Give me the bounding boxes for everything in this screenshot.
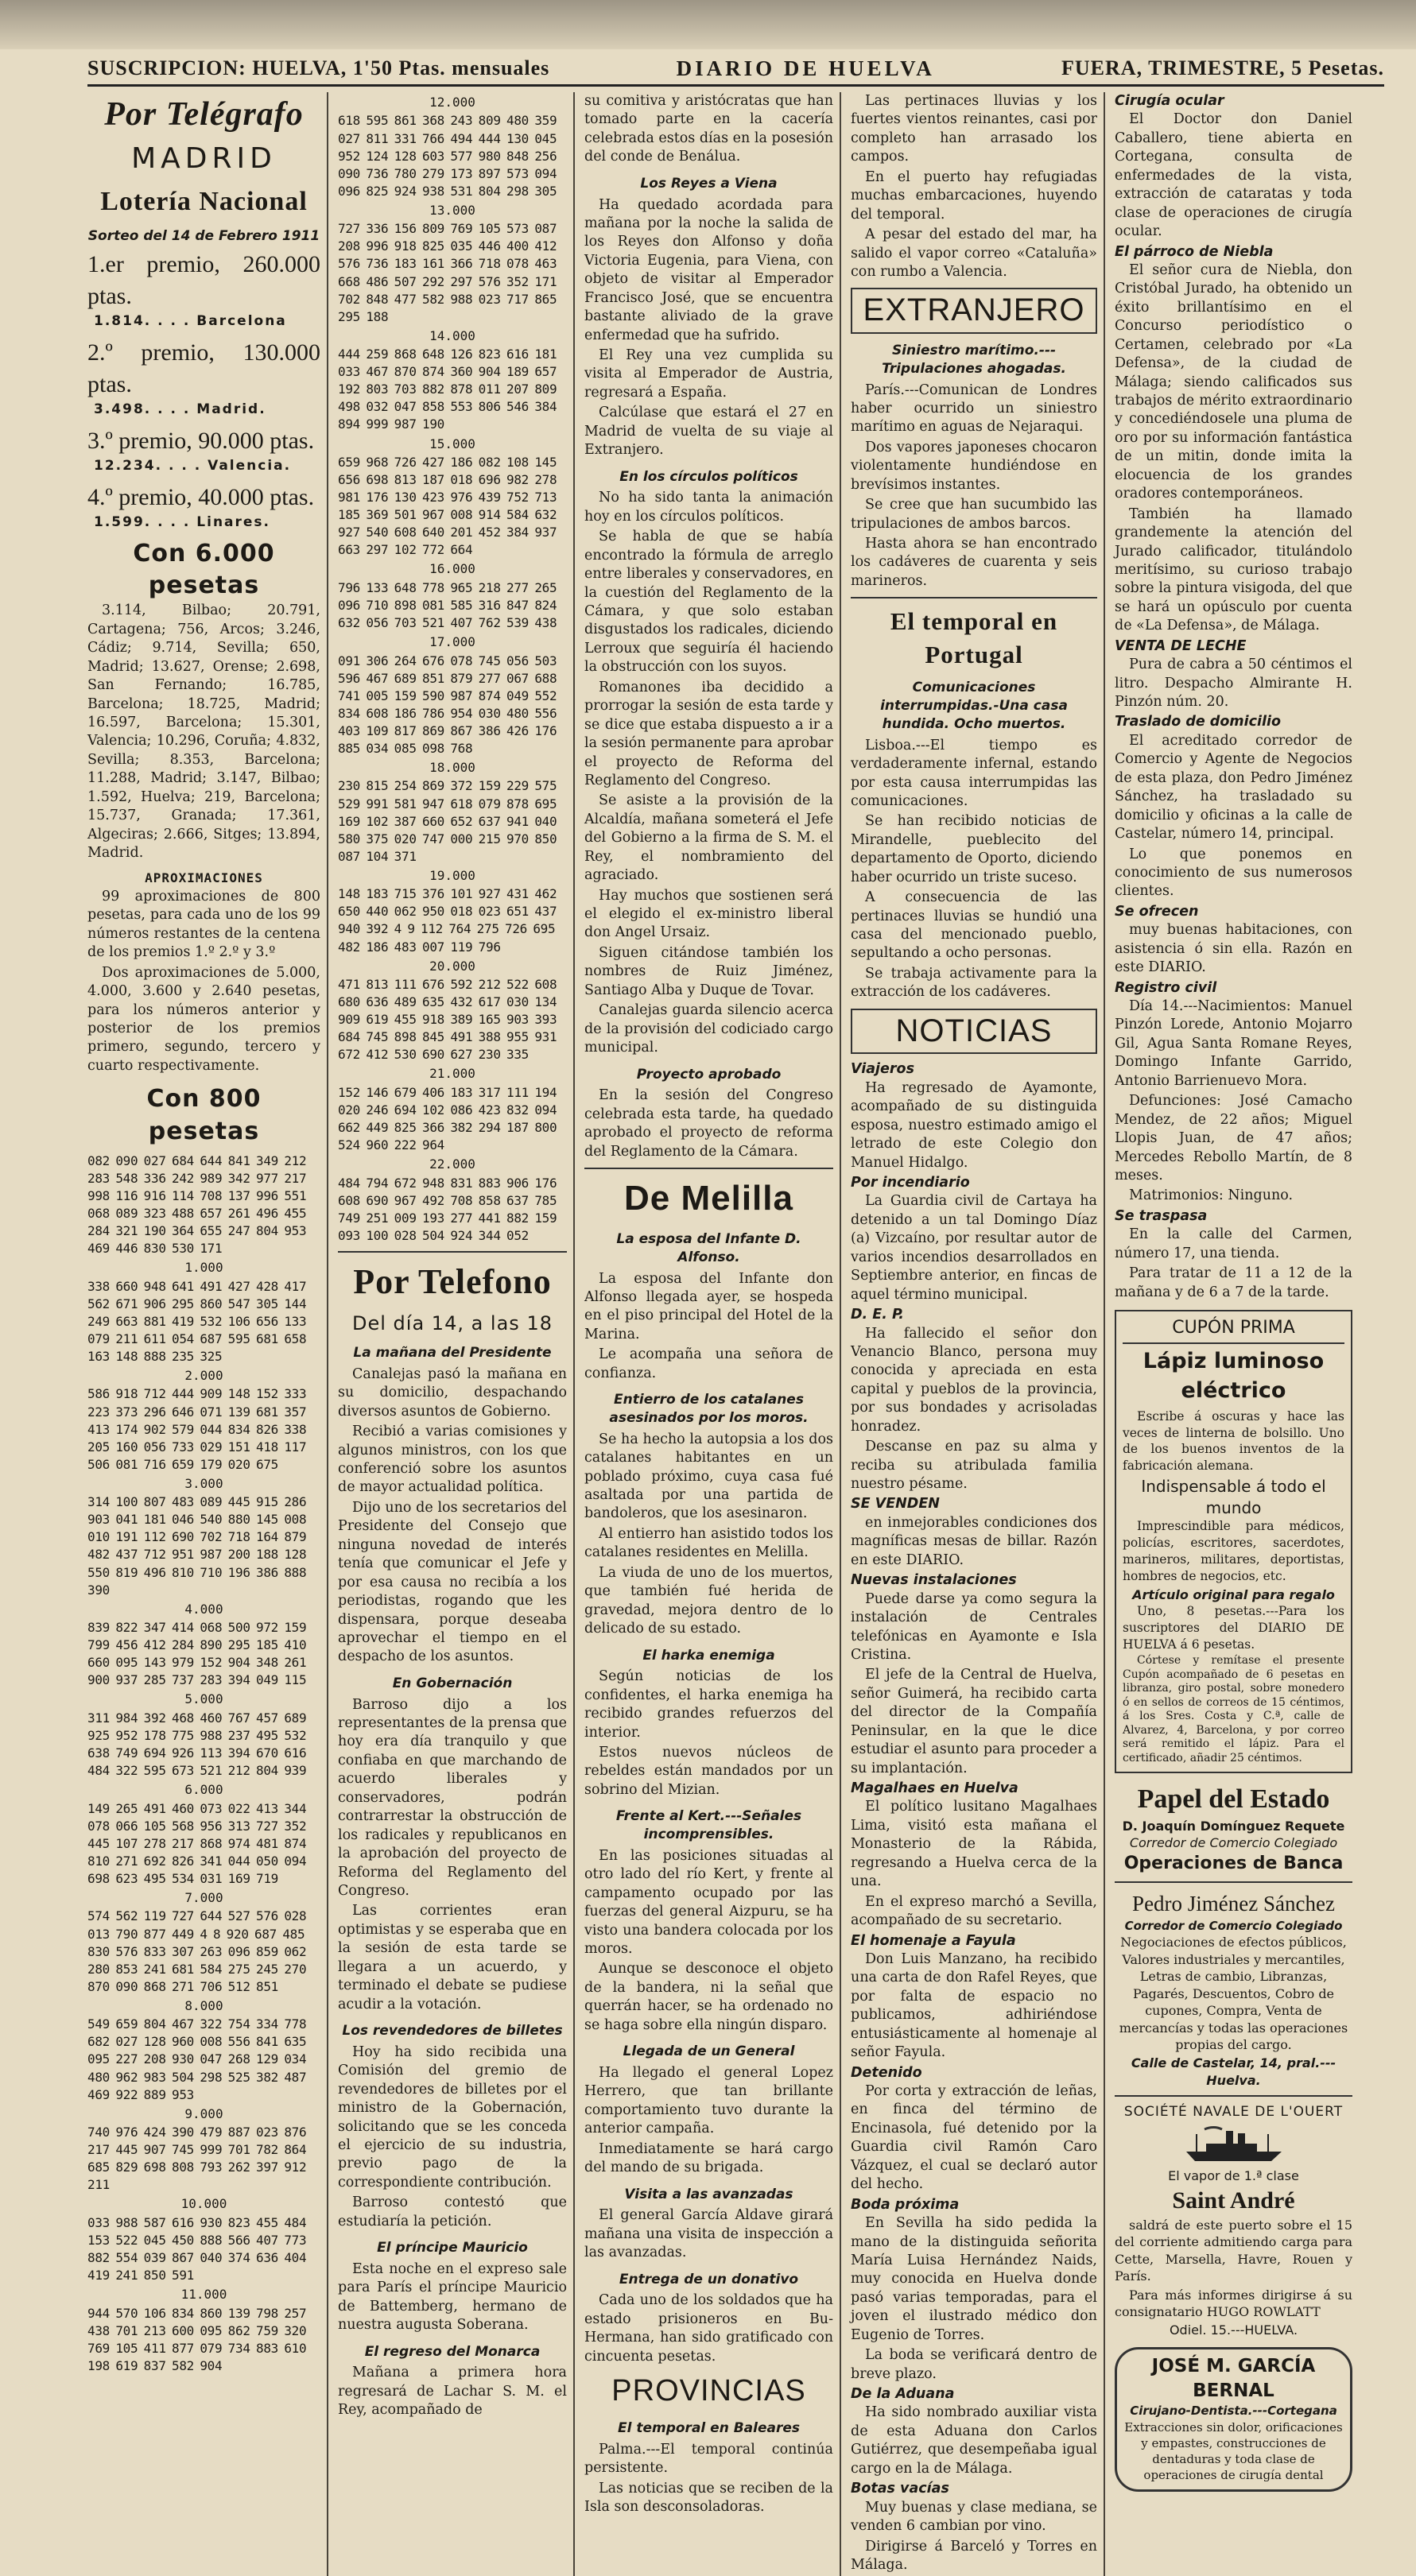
text-c2-9: Mañana a primera hora regresará de Lachar S. M. el Rey, acompañado de: [338, 2365, 567, 2419]
text-c5-6: Día 14.---Nacimientos: Manuel Pinzón Lorede, Antonio Mojarro Gil, Agua Santa Romane Reyes, Domingo Infante Garrido, Antonio Barrienuevo Mora.: [1115, 998, 1352, 1089]
heading-800: Con 800 pesetas: [146, 1085, 262, 1145]
ad-gb-1: Cirujano-Dentista.---Cortegana: [1130, 2404, 1337, 2419]
heading-proyecto-aprobado: Proyecto aprobado: [636, 1066, 782, 1083]
text-c4-n7: Don Luis Manzano, ha recibido una carta de don Rafel Reyes, que por falta de espacio no publicamos, adhiriéndose entusiásticamente al homenaje al señor Fayula.: [851, 1950, 1097, 2061]
text-c4-n6: El político lusitano Magalhaes Lima, visitó esta mañana el Monasterio de la Rábida, regresando a Huelva cerca de la una.: [851, 1799, 1097, 1890]
ad-sn-1: El vapor de 1.ª clase: [1168, 2168, 1299, 2184]
heading-homenaje: El homenaje a Fayula: [851, 1932, 1016, 1949]
text-c2-2: Recibió a varias comisiones y algunos ministros, con los que conferenció sobre los asuntos de mayor actualidad política.: [338, 1424, 567, 1496]
text-c3-26: Palma.---El temporal continúa persistente.: [584, 2441, 833, 2477]
heading-incendiario: Por incendiario: [851, 1175, 970, 1191]
text-c4-n9b: La boda se verificará dentro de breve plazo.: [851, 2347, 1097, 2382]
numbers-block-19000: 148 183 715 376 101 927 431 462 650 440 062 950 018 023 651 437 940 392 4 9 112 764 275 726 695 482 186 483 007 119 796: [338, 886, 557, 955]
thousand-21000: 21.000: [429, 1066, 475, 1082]
text-c4-2: En el puerto hay refugiadas muchas embarcaciones, huyendo del temporal.: [851, 169, 1097, 223]
steamship-icon: [1182, 2126, 1286, 2163]
numbers-block-0: 082 090 027 684 644 841 349 212 283 548 336 242 989 342 977 217 998 116 916 114 708 137 996 551 068 089 323 488 657 261 496 455 284 321 190 364 655 247 804 953 469 446 830 530 171: [87, 1152, 307, 1257]
text-c3-25: Cada uno de los soldados que ha estado prisioneros en Bu-Hermana, han sido gratificado con cincuenta pesetas.: [584, 2292, 833, 2365]
divider: [1115, 1881, 1352, 1883]
text-c4-n8: Por corta y extracción de leñas, en finca del término de Encinasola, fué detenido por la Guardia civil Ramón Caro Vázquez, el cual se declaró autor del hecho.: [851, 2083, 1097, 2193]
coupon-title: CUPÓN PRIMA: [1172, 1318, 1295, 1338]
numbers-block-3000: 314 100 807 483 089 445 915 286 903 041 181 046 540 880 145 008 010 191 112 690 702 718 164 879 482 437 712 951 987 200 188 128 550 819 496 810 710 196 386 888 390: [87, 1494, 307, 1598]
text-c4-n11b: Dirigirse á Barceló y Torres en Málaga.: [851, 2538, 1097, 2573]
text-c3-23: Inmediatamente se hará cargo del mando de su brigada.: [584, 2140, 833, 2176]
heading-manana-presidente: La mañana del Presidente: [353, 1345, 552, 1362]
heading-se-venden: SE VENDEN: [851, 1496, 940, 1513]
text-c3-7: Romanones iba decidido a prorrogar la sesión de esta tarde y se dice que estaba dispuesto a ir a la sesión permanente para aprobar el proyecto de Reforma del Reglamento del Congreso.: [584, 679, 833, 788]
heading-detenido: Detenido: [851, 2064, 922, 2081]
text-c4-4: París.---Comunican de Londres haber ocurrido un siniestro marítimo en aguas de Nejaraqui.: [851, 382, 1097, 436]
text-c4-10: A consecuencia de las pertinaces lluvias se hundió una casa del mencionado pueblo, sepultando a ocho personas.: [851, 889, 1097, 962]
text-c3-9: Hay muchos que sostienen será el elegido el ex-ministro liberal don Angel Ursaiz.: [584, 887, 833, 941]
text-c2-3: Dijo uno de los secretarios del Presidente del Consejo que ninguna novedad de interés tenía que comunicar el Jefe y por esa causa no recibía a los periodistas, rogando que les dispensara, porque deseaba aprovechar el tiempo en el despacho de los asuntos.: [338, 1499, 567, 1665]
thousand-15000: 15.000: [429, 436, 475, 451]
divider: [1115, 2095, 1352, 2097]
thousand-19000: 19.000: [429, 867, 475, 883]
numbers-block-17000: 091 306 264 676 078 745 056 503 596 467 689 851 879 277 067 688 741 005 159 590 987 874 049 552 834 608 186 786 954 030 480 556 403 109 817 869 867 386 426 176 885 034 085 098 768: [338, 653, 557, 756]
heading-revendedores: Los revendedores de billetes: [342, 2023, 563, 2039]
thousand-14000: 14.000: [429, 327, 475, 343]
ad-sn-title: SOCIÉTÉ NAVALE DE L'OUERT: [1123, 2104, 1344, 2121]
text-c2-1: Canalejas pasó la mañana en su domicilio, despachando diversos asuntos de Gobierno.: [338, 1365, 567, 1420]
text-c5-1: El Doctor don Daniel Caballero, tiene abierta en Cortegana, consulta de enfermedades de la vista, extracción de cataratas y toda clase de operaciones de cirugía ocular.: [1115, 111, 1352, 240]
heading-se-ofrecen: Se ofrecen: [1115, 903, 1199, 920]
text-c3-12: En la sesión del Congreso celebrada esta tarde, ha quedado aprobado el proyecto de reforma del Reglamento de la Cámara.: [584, 1087, 833, 1160]
numbers-block-4000: 839 822 347 414 068 500 972 159 799 456 412 284 890 295 185 410 660 095 143 979 152 904 348 261 900 937 285 737 283 394 049 115: [87, 1620, 307, 1688]
columns: [87, 92, 1402, 2573]
text-c4-n6b: En el expreso marchó a Sevilla, acompañado de su secretario.: [851, 1893, 1097, 1929]
thousand-17000: 17.000: [429, 634, 475, 650]
text-c3-8: Se asiste a la provisión de la Alcaldía, mañana someterá el Jefe del Gobierno a la firma de S. M. el Rey, el nombramiento del agraciado.: [584, 792, 833, 884]
thousand-1000: 1.000: [184, 1260, 223, 1276]
heading-regreso-monarca: El regreso del Monarca: [364, 2343, 541, 2360]
heading-llegada-general: Llegada de un General: [623, 2043, 795, 2060]
numbers-block-12000: 618 595 861 368 243 809 480 359 027 811 331 766 494 444 130 045 952 124 128 603 577 980 848 256 090 736 780 279 173 897 573 094 096 825 924 938 531 804 298 305: [338, 113, 557, 199]
ad-gb-title: JOSÉ M. GARCÍA BERNAL: [1151, 2355, 1316, 2401]
column-4: [851, 92, 1105, 2576]
thousand-3000: 3.000: [184, 1475, 223, 1491]
prize-2: 2.º premio, 130.000 ptas.: [87, 339, 320, 398]
text-c4-7: Hasta ahora se han encontrado los cadáveres de cuarenta y seis marineros.: [851, 536, 1097, 589]
text-c2-6: Hoy ha sido recibida una Comisión del gremio de revendedores de billetes por el ministro de la Gobernación, solicitando que se les conceda el ejercicio de su industria, previo pago de la correspondiente contribución.: [338, 2043, 567, 2191]
coupon-text-6: Córtese y remítase el presente Cupón acompañado de 6 pesetas en libranza, giro postal, sobre monedero ó en sellos de correos de 15 céntimos, á los Sres. Costa y C.ª, calle de Alvarez, 4, Barcelona, y por correo será remitido el lápiz. Para el certificado, añadir 25 céntimos.: [1123, 1654, 1344, 1764]
heading-frente-kert: Frente al Kert.---Señales incomprensibles.: [615, 1808, 802, 1843]
numbers-block-1000: 338 660 948 641 491 427 428 417 562 671 906 295 860 547 305 144 249 663 881 419 532 106 656 133 079 211 611 054 687 595 681 658 163 148 888 235 325: [87, 1278, 307, 1364]
thousand-8000: 8.000: [184, 1997, 223, 2013]
text-c5-3: Pura de cabra a 50 céntimos el litro. Despacho Almirante H. Pinzón núm. 20.: [1115, 657, 1352, 710]
thousand-13000: 13.000: [429, 202, 475, 218]
thousand-4000: 4.000: [184, 1601, 223, 1617]
thousand-12000: 12.000: [429, 95, 475, 110]
heading-boda: Boda próxima: [851, 2196, 960, 2213]
text-c5-4b: Lo que ponemos en conocimiento de sus numerosos clientes.: [1115, 846, 1352, 900]
heading-6000: Con 6.000 pesetas: [133, 540, 275, 600]
heading-traspasa: Se traspasa: [1115, 1207, 1208, 1224]
text-c3-5: No ha sido tanta la animación hoy en los círculos políticos.: [584, 490, 833, 525]
thousand-18000: 18.000: [429, 760, 475, 776]
text-c3-2: Ha quedado acordada para mañana por la noche la salida de los Reyes don Alfonso y doña Victoria Eugenia, para Viena, con objeto de visitar al Emperador Francisco José, que se encuentra bastante aliviado de la grave enfermedad que ha sufrido.: [584, 196, 833, 343]
approximations-title: APROXIMACIONES: [145, 870, 263, 885]
numbers-block-6000: 149 265 491 460 073 022 413 344 078 066 105 568 956 313 727 352 445 107 278 217 868 974 481 874 810 271 692 826 341 044 050 094 698 623 495 534 031 169 719: [87, 1800, 307, 1886]
heading-circulos-politicos: En los círculos políticos: [619, 468, 798, 485]
thousand-11000: 11.000: [180, 2287, 227, 2303]
newspaper-title: DIARIO DE HUELVA: [676, 56, 935, 80]
text-c4-n5b: El jefe de la Central de Huelva, señor Guimerá, ha recibido carta del director de la Compañía Peninsular, en la que le dice estudiar el asunto para proceder a su implantación.: [851, 1667, 1097, 1776]
text-c3-3: El Rey una vez cumplida su visita al Emperador de Austria, regresará a España.: [584, 347, 833, 401]
prize-4: 4.º premio, 40.000 ptas.: [87, 484, 315, 511]
ad-sn-2: Saint André: [1172, 2187, 1295, 2214]
divider: [584, 1168, 833, 1169]
heading-registro: Registro civil: [1115, 979, 1217, 996]
numbers-block-18000: 230 815 254 869 372 159 229 575 529 991 581 947 618 079 878 695 169 102 387 660 652 637 941 040 580 375 020 747 000 215 970 850 087 104 371: [338, 778, 557, 864]
prize-1-winner: 1.814. . . . Barcelona: [94, 313, 287, 330]
section-title-telegrafo: Por Telégrafo: [104, 96, 304, 133]
numbers-block-13000: 727 336 156 809 769 105 573 087 208 996 918 825 035 446 400 412 576 736 183 161 366 718 078 463 668 486 507 292 297 576 352 171 702 848 477 582 988 023 717 865 295 188: [338, 221, 557, 324]
section-title-melilla: De Melilla: [624, 1179, 793, 1218]
numbers-block-2000: 586 918 712 444 909 148 152 333 223 373 296 646 071 139 681 357 413 174 902 579 044 834 826 338 205 160 056 733 029 151 418 117 506 081 716 659 179 020 675: [87, 1386, 307, 1472]
approximations-text-1: 99 aproximaciones de 800 pesetas, para cada uno de los 99 números restantes de la centena de los premios 1.º 2.º y 3.º: [87, 888, 320, 961]
text-c4-3: A pesar del estado del mar, ha salido el vapor correo «Cataluña» con rumbo a Valencia.: [851, 227, 1097, 280]
thousand-22000: 22.000: [429, 1156, 475, 1172]
heading-visita-avanzadas: Visita a las avanzadas: [624, 2186, 793, 2202]
column-3: [584, 92, 841, 2576]
text-c4-n3: Ha fallecido el señor don Venancio Blanco, persona muy conocida y apreciada en esta capital y pueblos de la provincia, por sus bondades y acrisoladas honradez.: [851, 1325, 1097, 1435]
thousand-5000: 5.000: [184, 1691, 223, 1707]
heading-cirugia: Cirugía ocular: [1115, 93, 1224, 109]
text-c4-6: Se cree que han sucumbido las tripulaciones de ambos barcos.: [851, 497, 1097, 532]
thousand-20000: 20.000: [429, 958, 475, 974]
draw-date: Sorteo del 14 de Febrero 1911: [87, 228, 320, 245]
list-6000: 3.114, Bilbao; 20.791, Cartagena; 756, Arcos; 3.246, Cádiz; 9.714, Sevilla; 650, Madrid; 13.627, Orense; 2.698, San Fernando; 16.785, Barcelona; 18.725, Madrid; 16.597, Barcelona; 15.301, Valencia; 10.296, Coruña; 4.832, Sevilla; 8.353, Barcelona; 11.288, Madrid; 3.147, Bilbao; 1.592, Huelva; 219, Barcelona; 15.737, Granada; 17.361, Algeciras; 2.666, Sitges; 13.894, Madrid.: [87, 602, 320, 862]
coupon-text-2: Indispensable á todo el mundo: [1141, 1476, 1326, 1517]
ad-papel-3: Operaciones de Banca: [1123, 1853, 1344, 1873]
numbers-block-15000: 659 968 726 427 186 082 108 145 656 698 813 187 018 696 982 278 981 176 130 423 976 439 752 713 185 369 501 967 008 914 584 632 927 540 608 640 201 452 384 937 663 297 102 772 664: [338, 455, 557, 558]
coupon-text-5: Uno, 8 pesetas.---Para los suscriptores del DIARIO DE HUELVA á 6 pesetas.: [1123, 1603, 1344, 1652]
section-title-noticias: NOTICIAS: [851, 1009, 1097, 1055]
coupon-text-1: Escribe á oscuras y hace las veces de linterna de bolsillo. Uno de los buenos inventos de la fabricación alemana.: [1123, 1408, 1344, 1474]
text-c4-9: Se han recibido noticias de Mirandelle, pueblecito del departamento de Oporto, diciendo haber ocurrido un triste suceso.: [851, 813, 1097, 885]
numbers-block-8000: 549 659 804 467 322 754 334 778 682 027 128 960 008 556 841 635 095 227 208 930 047 268 129 034 480 962 983 504 298 525 382 487 469 922 889 953: [87, 2016, 307, 2102]
numbers-block-11000: 944 570 106 834 860 139 798 257 438 701 213 600 095 862 759 320 769 105 411 877 079 734 883 610 198 619 837 582 904: [87, 2305, 307, 2373]
text-c3-15: Se ha hecho la autopsia a los dos catalanes habitantes en un poblado próximo, cuya casa fué asaltada por una partida de bandoleros, que los asesinaron.: [584, 1431, 833, 1522]
heading-principe-mauricio: El príncipe Mauricio: [377, 2240, 528, 2256]
numbers-block-9000: 740 976 424 390 479 887 023 876 217 445 907 745 999 701 782 864 685 829 698 808 793 262 397 912 211: [87, 2125, 307, 2193]
heading-esposa-infante: La esposa del Infante D. Alfonso.: [616, 1231, 801, 1265]
text-c4-1: Las pertinaces lluvias y los fuertes vientos reinantes, casi por completo han arrasado los campos.: [851, 93, 1097, 165]
text-c3-27: Las noticias que se reciben de la Isla son desconsoladoras.: [584, 2480, 833, 2516]
heading-dep: D. E. P.: [851, 1307, 904, 1323]
subscription-local: SUSCRIPCION: HUELVA, 1'50 Ptas. mensuales: [87, 56, 550, 79]
numbers-block-16000: 796 133 648 778 965 218 277 265 096 710 898 081 585 316 847 824 632 056 703 521 407 762 539 438: [338, 579, 557, 631]
heading-comunicaciones: Comunicaciones interrumpidas.-Una casa hundida. Ocho muertos.: [880, 680, 1068, 732]
text-c2-8: Esta noche en el expreso sale para París el príncipe Mauricio de Battemberg, hermano de nuestra augusta Soberana.: [338, 2260, 567, 2334]
text-c3-6: Se habla de que se había encontrado la fórmula de arreglo entre liberales y conservadores, en la cuestión del Reglamento de la Cámara, y que solo estaban disgustados los radicales, diciendo Lerroux que seguiría él haciendo la obstrucción con los suyos.: [584, 529, 833, 676]
text-c5-6c: Matrimonios: Ninguno.: [1129, 1187, 1294, 1204]
numbers-block-5000: 311 984 392 468 460 767 457 689 925 952 178 775 988 237 495 532 638 749 694 926 113 394 670 616 484 322 595 673 521 212 804 939: [87, 1710, 307, 1779]
text-c4-n11: Muy buenas y clase mediana, se venden 6 cambian por vino.: [851, 2499, 1097, 2535]
lottery-title: Lotería Nacional: [100, 186, 308, 216]
telefono-date: Del día 14, a las 18: [352, 1311, 553, 1334]
column-2: [338, 92, 575, 2576]
text-c4-5: Dos vapores japoneses chocaron violentamente hundiéndose en brevísimos instantes.: [851, 439, 1097, 493]
numbers-block-7000: 574 562 119 727 644 527 576 028 013 790 877 449 4 8 920 687 485 830 576 833 307 263 096 859 062 280 853 241 681 584 275 245 270 870 090 868 271 706 512 851: [87, 1908, 307, 1994]
text-c2-5: Las corrientes eran optimistas y se esperaba que en la sesión de esta tarde se llegara a un acuerdo, y terminado el debate se pudiese acudir a la votación.: [338, 1903, 567, 2012]
coupon-text-4: Artículo original para regalo: [1132, 1586, 1335, 1602]
section-title-extranjero: EXTRANJERO: [851, 288, 1097, 334]
coupon-product: Lápiz luminoso eléctrico: [1123, 1342, 1344, 1404]
section-title-telefono: Por Telefono: [353, 1261, 552, 1301]
prize-3-winner: 12.234. . . . Valencia.: [94, 458, 292, 475]
heading-entierro-catalanes: Entierro de los catalanes asesinados por los moros.: [609, 1392, 809, 1426]
numbers-block-20000: 471 813 111 676 592 212 522 608 680 636 489 635 432 617 030 134 909 619 455 918 389 165 903 393 684 745 898 845 491 388 955 931 672 412 530 690 627 230 335: [338, 977, 557, 1063]
text-c5-7: En la calle del Carmen, número 17, una tienda.: [1115, 1226, 1352, 1261]
text-c4-n2: La Guardia civil de Cartaya ha detenido a un tal Domingo Díaz (a) Vizcaíno, por resultar autor de varios incendios desarrollados en Septiembre anterior, en fincas de aquel término municipal.: [851, 1193, 1097, 1303]
heading-reyes-viena: Los Reyes a Viena: [640, 175, 778, 192]
ad-sn-3: saldrá de este puerto sobre el 15 del corriente admitiendo carga para Cette, Marsella, Havre, Rouen y París.: [1115, 2217, 1352, 2284]
text-c3-1: su comitiva y aristócratas que han tomado parte en la cacería celebrada estos días en la posesión del conde de Benálua.: [584, 93, 833, 165]
heading-botas: Botas vacías: [851, 2481, 949, 2497]
numbers-block-10000: 033 988 587 616 930 823 455 484 153 522 045 450 888 566 407 773 882 554 039 867 040 374 636 404 419 241 850 591: [87, 2214, 307, 2284]
text-c3-13: La esposa del Infante don Alfonso llegada ayer, se hospeda en el piso principal del Hotel de la Marina.: [584, 1270, 833, 1342]
text-c5-2b: También ha llamado grandemente la atención del Jurado calificador, titulándolo meritísimo, su curioso trabajo sobre la pintura visigoda, del que se hará un opúsculo por cuenta de «La Defensa», de Málaga.: [1115, 506, 1352, 634]
ad-sn-5: Odiel. 15.---HUELVA.: [1169, 2322, 1298, 2338]
divider: [851, 597, 1097, 598]
thousand-16000: 16.000: [429, 561, 475, 577]
section-title-provincias: PROVINCIAS: [611, 2374, 806, 2408]
numbers-block-21000: 152 146 679 406 183 317 111 194 020 246 694 102 086 423 832 094 662 449 825 366 382 294 187 800 524 960 222 964: [338, 1084, 557, 1153]
text-c4-n3b: Descanse en paz su alma y reciba su atribulada familia nuestro pésame.: [851, 1439, 1097, 1493]
text-c4-n1: Ha regresado de Ayamonte, acompañado de su distinguida esposa, nuestro estimado amigo el letrado de este Colegio don Manuel Hidalgo.: [851, 1079, 1097, 1171]
text-c4-11: Se trabaja activamente para la extracción de los cadáveres.: [851, 965, 1097, 1001]
numbers-block-22000: 484 794 672 948 831 883 906 176 608 690 967 492 708 858 637 785 749 251 009 193 277 441 882 159 093 100 028 504 924 344 052: [338, 1175, 557, 1243]
ad-dentist-box: [1115, 2347, 1352, 2492]
heading-temporal-baleares: El temporal en Baleares: [617, 2420, 801, 2437]
text-c3-18: Según noticias de los confidentes, el harka enemiga ha recibido grandes refuerzos del interior.: [584, 1668, 833, 1741]
text-c3-11: Canalejas guarda silencio acerca de la provisión del codiciado cargo municipal.: [584, 1002, 833, 1056]
numbers-block-14000: 444 259 868 648 126 823 616 181 033 467 870 874 360 904 189 657 192 803 703 882 878 011 207 809 498 032 047 858 553 806 546 384 894 999 987 190: [338, 347, 557, 432]
ad-pj-title: Pedro Jiménez Sánchez: [1132, 1892, 1335, 1916]
text-c3-22: Ha llegado el general Lopez Herrero, que tan brillante comportamiento tuvo durante la anterior campaña.: [584, 2065, 833, 2137]
prize-1: 1.er premio, 260.000 ptas.: [87, 250, 320, 309]
heading-donativo: Entrega de un donativo: [619, 2271, 799, 2287]
text-c3-20: En las posiciones situadas al otro lado del río Kert, y frente al campamento ocupado por las fuerzas del general Aizpuru, se ha visto una bandera colocada por los moros.: [584, 1847, 833, 1958]
city-title: MADRID: [131, 142, 277, 176]
ad-gb-2: Extracciones sin dolor, orificaciones y empastes, construcciones de dentaduras y toda clase de operaciones de cirugía dental: [1124, 2419, 1343, 2482]
text-c5-2: El señor cura de Niebla, don Cristóbal Jurado, ha obtenido un éxito brillantísimo en el Concurso periodístico o Certamen, celebrado por «La Defensa», de la ciudad de Málaga; siendo calificados sus trabajos de mérito extraordinario y concediéndosele una pluma de oro por su información fantástica de un mitin, donde imita la elocuencia de los grandes oradores contemporáneos.: [1115, 261, 1352, 502]
ad-pj-3: Calle de Castelar, 14, pral.---Huelva.: [1131, 2055, 1336, 2088]
heading-leche: VENTA DE LECHE: [1115, 637, 1247, 654]
heading-parroco: El párroco de Niebla: [1115, 243, 1274, 260]
ad-pj-1: Corredor de Comercio Colegiado: [1124, 1919, 1343, 1934]
approximations-text-2: Dos aproximaciones de 5.000, 4.000, 3.600 y 2.640 pesetas, para los números anterior y posterior de los premios primero, segundo, tercero y cuarto respectivamente.: [87, 964, 320, 1074]
heading-traslado: Traslado de domicilio: [1115, 714, 1281, 730]
text-c5-4: El acreditado corredor de Comercio y Agente de Negocios de esta plaza, don Pedro Jiménez Sánchez, ha trasladado su domicilio y oficinas a la calle de Castelar, número 14, principal.: [1115, 732, 1352, 843]
text-c2-7: Barroso contestó que estudiaría la petición.: [338, 2194, 567, 2229]
text-c3-10: Siguen citándose también los nombres de Ruiz Jiménez, Santiago Alba y Duque de Tovar.: [584, 944, 833, 998]
heading-siniestro: Siniestro marítimo.---Tripulaciones ahogadas.: [882, 342, 1066, 377]
heading-viajeros: Viajeros: [851, 1061, 914, 1078]
ad-sn-4: Para más informes dirigirse á su consignatario HUGO ROWLATT: [1115, 2287, 1352, 2319]
ad-papel-2: Corredor de Comercio Colegiado: [1129, 1835, 1338, 1851]
text-c5-7b: Para tratar de 11 a 12 de la mañana y de 6 a 7 de la tarde.: [1115, 1265, 1352, 1300]
coupon-box: [1115, 1310, 1352, 1773]
text-c3-4: Calcúlase que estará el 27 en Madrid de vuelta de su viaje al Extranjero.: [584, 405, 833, 459]
thousand-9000: 9.000: [184, 2105, 223, 2121]
text-c5-5: muy buenas habitaciones, con asistencia ó sin ella. Razón en este DIARIO.: [1115, 922, 1352, 976]
thousand-2000: 2.000: [184, 1367, 223, 1383]
text-c3-19: Estos nuevos núcleos de rebeldes están mandados por un sobrino del Mizian.: [584, 1745, 833, 1798]
heading-magalhaes: Magalhaes en Huelva: [851, 1780, 1018, 1797]
text-c3-16: Al entierro han asistido todos los catalanes residentes en Melilla.: [584, 1525, 833, 1561]
ad-pj-2: Negociaciones de efectos públicos, Valores industriales y mercantiles, Letras de cambio, Libranzas, Pagarés, Descuentos, Cobro de cupones, Compra, Venta de mercancías y todas las operaciones propias del cargo.: [1119, 1935, 1348, 2053]
page-top-edge: [0, 0, 1416, 49]
column-5: [1115, 92, 1359, 2576]
ad-papel-1: D. Joaquín Domínguez Requete: [1122, 1818, 1345, 1834]
masthead: [87, 52, 1384, 87]
prize-3: 3.º premio, 90.000 ptas.: [87, 428, 315, 455]
text-c3-21: Aunque se desconoce el objeto de la bandera, ni la señal que querrán hacer, se ha ordenado no se haga sobre ella ningún disparo.: [584, 1961, 833, 2033]
heading-gobernacion: En Gobernación: [392, 1675, 513, 1691]
text-c3-17: La viuda de uno de los muertos, que también fué herida de gravedad, mejora dentro de lo delicado de su estado.: [584, 1564, 833, 1637]
text-c5-6b: Defunciones: José Camacho Mendez, de 22 años; Miguel Llopis Juan, de 47 años; Mercedes Rebollo Martín, de 8 meses.: [1115, 1093, 1352, 1183]
text-c4-n4: en inmejorables condiciones dos magníficas mesas de billar. Razón en este DIARIO.: [851, 1514, 1097, 1568]
subscription-outside: FUERA, TRIMESTRE, 5 Pesetas.: [1061, 56, 1384, 79]
heading-harka-enemiga: El harka enemiga: [642, 1647, 775, 1664]
text-c2-4: Barroso dijo a los representantes de la prensa que hoy era día tranquilo y que confiaba en que marchando de acuerdo liberales y conservadores, podrán contrarrestar la obstrucción de los radicales y republicanos en la aprobación del proyecto de Reforma del Reglamento del Congreso.: [338, 1696, 567, 1899]
text-c4-n9: En Sevilla ha sido pedida la mano de la distinguida señorita María Luisa Hernández Naids, muy conocida en Huelva donde pasó varias temporadas, para el joven el ilustrado médico don Eugenio de Torres.: [851, 2215, 1097, 2343]
text-c4-n10: Ha sido nombrado auxiliar vista de esta Aduana don Carlos Gutiérrez, que desempeñaba igual cargo en la de Málaga.: [851, 2404, 1097, 2477]
thousand-10000: 10.000: [180, 2196, 227, 2212]
coupon-text-3: Imprescindible para médicos, policías, escritores, sacerdotes, marineros, militares, deportistas, hombres de negocios, etc.: [1123, 1519, 1344, 1583]
text-c4-8: Lisboa.---El tiempo es verdaderamente infernal, estando por esta causa interrumpidas las comunicaciones.: [851, 737, 1097, 809]
column-1: [87, 92, 328, 2576]
divider: [338, 1251, 567, 1253]
thousand-7000: 7.000: [184, 1890, 223, 1906]
text-c3-24: El general García Aldave girará mañana una visita de inspección a las avanzadas.: [584, 2207, 833, 2261]
text-c3-14: Le acompaña una señora de confianza.: [584, 1346, 833, 1381]
prize-4-winner: 1.599. . . . Linares.: [94, 514, 271, 531]
ad-papel-title: Papel del Estado: [1137, 1784, 1330, 1815]
section-title-portugal: El temporal en Portugal: [890, 607, 1058, 668]
heading-instalaciones: Nuevas instalaciones: [851, 1572, 1017, 1589]
text-c4-n5: Puede darse ya como segura la instalación de Centrales telefónicas en Ayamonte e Isla Cristina.: [851, 1590, 1097, 1663]
heading-aduana: De la Aduana: [851, 2386, 955, 2403]
thousand-6000: 6.000: [184, 1782, 223, 1798]
prize-2-winner: 3.498. . . . Madrid.: [94, 401, 266, 418]
